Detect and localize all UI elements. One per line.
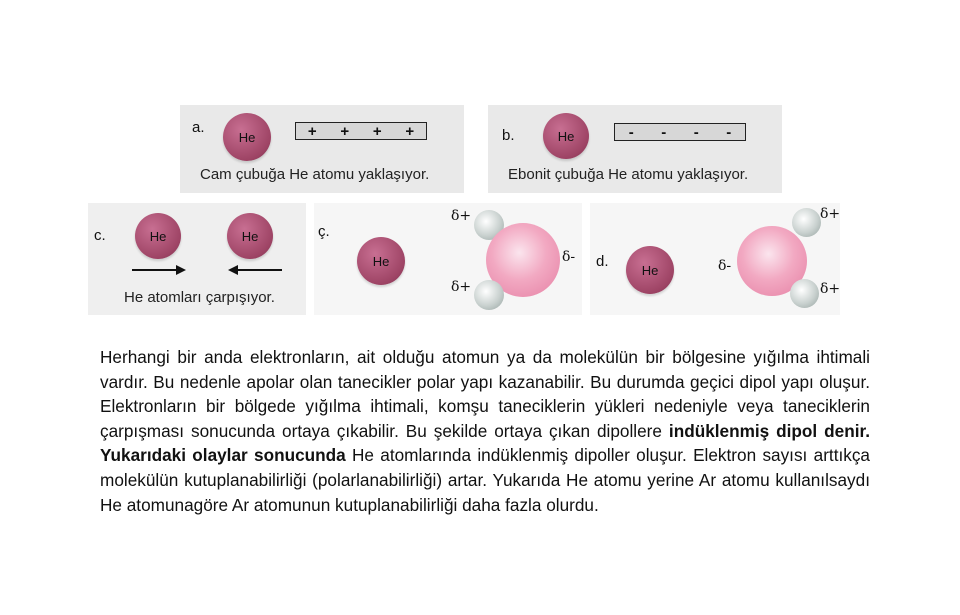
atom-label: He [149, 228, 167, 244]
atom-label: He [557, 128, 575, 144]
panel-b-caption: Ebonit çubuğa He atomu yaklaşıyor. [508, 166, 749, 183]
paragraph-text-1: Herhangi bir anda elektronların, ait olduğu atomun ya da molekülün bir bölgesine yığılma ihtimali vardır. Bu nedenle apolar olan tanecikler polar yapı kazanabilir. Bu durumda geçici dipol yapı oluşur. Elektronların bir bölgede yığılma ihtimali, komşu taneciklerin yükleri nedeniyle veya taneciklerin çarpışması sonucunda ortaya çıkabilir. Bu şekilde ortaya çıkan dipollere [100, 347, 870, 441]
atom-label: He [641, 262, 659, 278]
rod-charge: + [405, 122, 415, 140]
rod-charge: - [726, 123, 732, 141]
panel-b [488, 105, 782, 193]
rod-charge: - [628, 123, 634, 141]
small-atom-bottom [790, 279, 819, 308]
panel-b-label: b. [502, 127, 515, 144]
explanation-paragraph [100, 345, 870, 517]
rod-charge: - [661, 123, 667, 141]
panel-c-label: c. [94, 227, 106, 244]
panel-a-caption: Cam çubuğa He atomu yaklaşıyor. [200, 166, 430, 183]
delta-plus-top: δ+ [820, 206, 841, 222]
panel-c-caption: He atomları çarpışıyor. [124, 289, 275, 306]
delta-plus-bottom: δ+ [451, 279, 472, 295]
panel-cc-label: ç. [318, 223, 330, 240]
panel-d [590, 203, 840, 315]
paragraph-bold-text: indüklenmiş dipol denir. Yukarıdaki olaylar sonucunda [100, 420, 870, 466]
ebonite-rod [614, 123, 746, 141]
panel-d-label: d. [596, 253, 609, 270]
atom-label: He [241, 228, 259, 244]
he-atom-right [227, 213, 273, 259]
he-atom-left [135, 213, 181, 259]
delta-plus-bottom: δ+ [820, 281, 841, 297]
panel-a-label: a. [192, 119, 205, 136]
delta-plus-top: δ+ [451, 208, 472, 224]
he-atom [543, 113, 589, 159]
rod-charge: - [693, 123, 699, 141]
glass-rod [295, 122, 427, 140]
atom-label: He [238, 129, 256, 145]
small-atom-bottom [474, 280, 504, 310]
he-atom [223, 113, 271, 161]
rod-charge: + [340, 122, 350, 140]
panel-c [88, 203, 306, 315]
rod-charge: + [372, 122, 382, 140]
he-atom [626, 246, 674, 294]
panel-a [180, 105, 464, 193]
collision-arrows-icon [128, 263, 288, 277]
atom-label: He [372, 253, 390, 269]
delta-minus: δ- [718, 258, 732, 274]
small-atom-top [792, 208, 821, 237]
panel-cc [314, 203, 582, 315]
he-atom [357, 237, 405, 285]
paragraph-text-2: He atomlarında indüklenmiş dipoller oluşur. Elektron sayısı arttıkça molekülün kutuplanabilirliği (polarlanabilirliği) artar. Yukarıda He atomu yerine Ar atomu kullanılsaydı He atomunagöre Ar atomunun kutuplanabilirliği daha fazla olurdu. [100, 445, 870, 515]
delta-minus: δ- [562, 249, 576, 265]
rod-charge: + [307, 122, 317, 140]
